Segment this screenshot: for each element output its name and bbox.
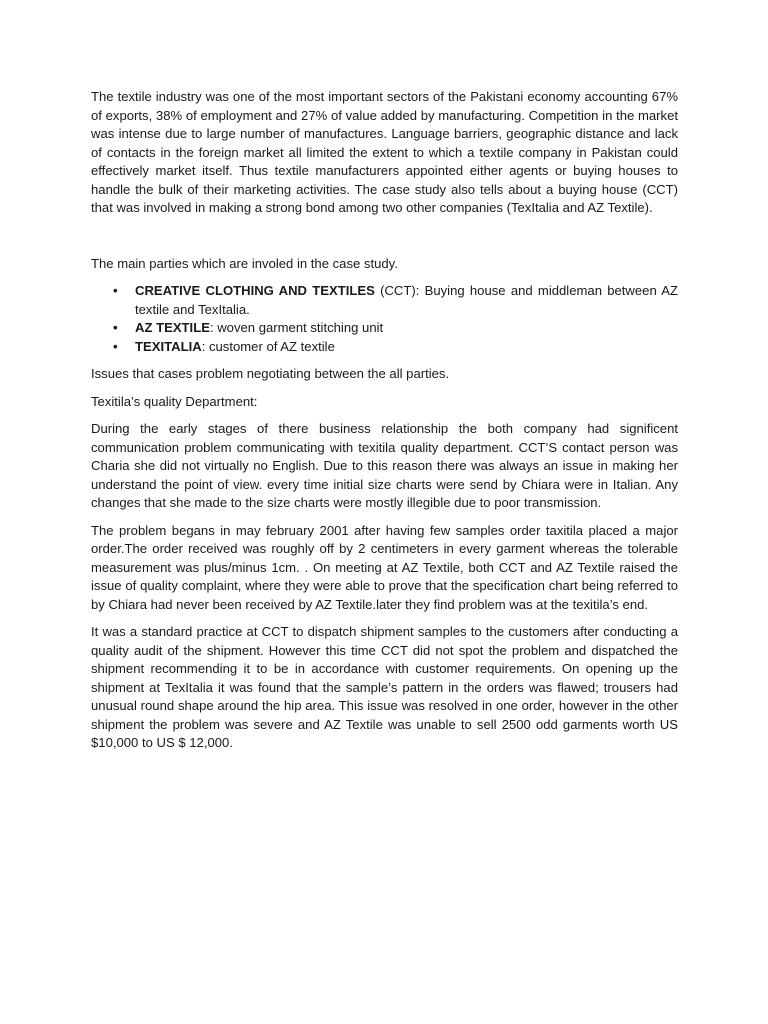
party-description: (CCT): Buying house and middleman between AZ textile and TexItalia. xyxy=(135,283,678,317)
list-item xyxy=(113,319,678,338)
quality-heading: Texitila’s quality Department: xyxy=(91,393,258,409)
quality-paragraph: During the early stages of there business relationship the both company had significent communication problem communicating with texitila quality department. CCT’S contact person was Charia she did not virtually no English. Due to this reason there was always an issue in making her understand the point of view. every time initial size charts were send by Chiara were in Italian. Any changes that she made to the size charts were mostly illegible due to poor transmission. xyxy=(91,421,678,510)
intro-paragraph: The textile industry was one of the most important sectors of the Pakistani economy accounting 67% of exports, 38% of employment and 27% of value added by manufacturing. Competition in the market was intense due to large number of manufactures. Language barriers, geographic distance and lack of contacts in the foreign market all limited the extent to which a textile company in Pakistan could effectively market itself. Thus textile manufacturers appointed either agents or buying houses to handle the bulk of their marketing activities. The case study also tells about a buying house (CCT) that was involved in making a strong bond among two other companies (TexItalia and AZ Textile). xyxy=(91,89,678,215)
list-item xyxy=(113,338,678,357)
party-description: : woven garment stitching unit xyxy=(209,320,384,335)
parties-list xyxy=(91,282,678,356)
issues-heading: Issues that cases problem negotiating between the all parties. xyxy=(91,366,450,381)
parties-intro: The main parties which are involed in the case study. xyxy=(91,255,398,271)
party-description: : customer of AZ textile xyxy=(201,338,335,354)
practice-paragraph: It was a standard practice at CCT to dispatch shipment samples to the customers after conducting a quality audit of the shipment. However this time CCT did not spot the problem and dispatched the shipment recommending it to be in accordance with customer requirements. On opening up the shipment at TexItalia it was found that the sample’s pattern in the orders was flawed; trousers had unusual round shape around the hip area. This issue was resolved in one order, however in the other shipment the problem was severe and AZ Textile was unable to sell 2500 odd garments worth US $10,000 to US $ 12,000. xyxy=(91,624,678,750)
bullet-icon: • xyxy=(113,283,118,298)
bullet-icon: • xyxy=(113,320,118,335)
blank-space xyxy=(91,218,678,255)
document-page xyxy=(91,88,678,753)
problem-paragraph: The problem begans in may february 2001 after having few samples order taxitila placed a major order.The order received was roughly off by 2 centimeters in every garment whereas the tolerable measurement was plus/minus 1cm. . On meeting at AZ Textile, both CCT and AZ Textile raised the issue of quality complaint, where they were able to prove that the specification chart being referred to by Chiara had never been received by AZ Textile.later they find problem was at the texitila’s end. xyxy=(91,522,678,612)
party-name: CREATIVE CLOTHING AND TEXTILES xyxy=(135,283,375,298)
party-name: TEXITALIA xyxy=(135,338,202,354)
party-name: AZ TEXTILE xyxy=(135,320,210,335)
list-item xyxy=(113,282,678,319)
bullet-icon: • xyxy=(113,338,118,354)
